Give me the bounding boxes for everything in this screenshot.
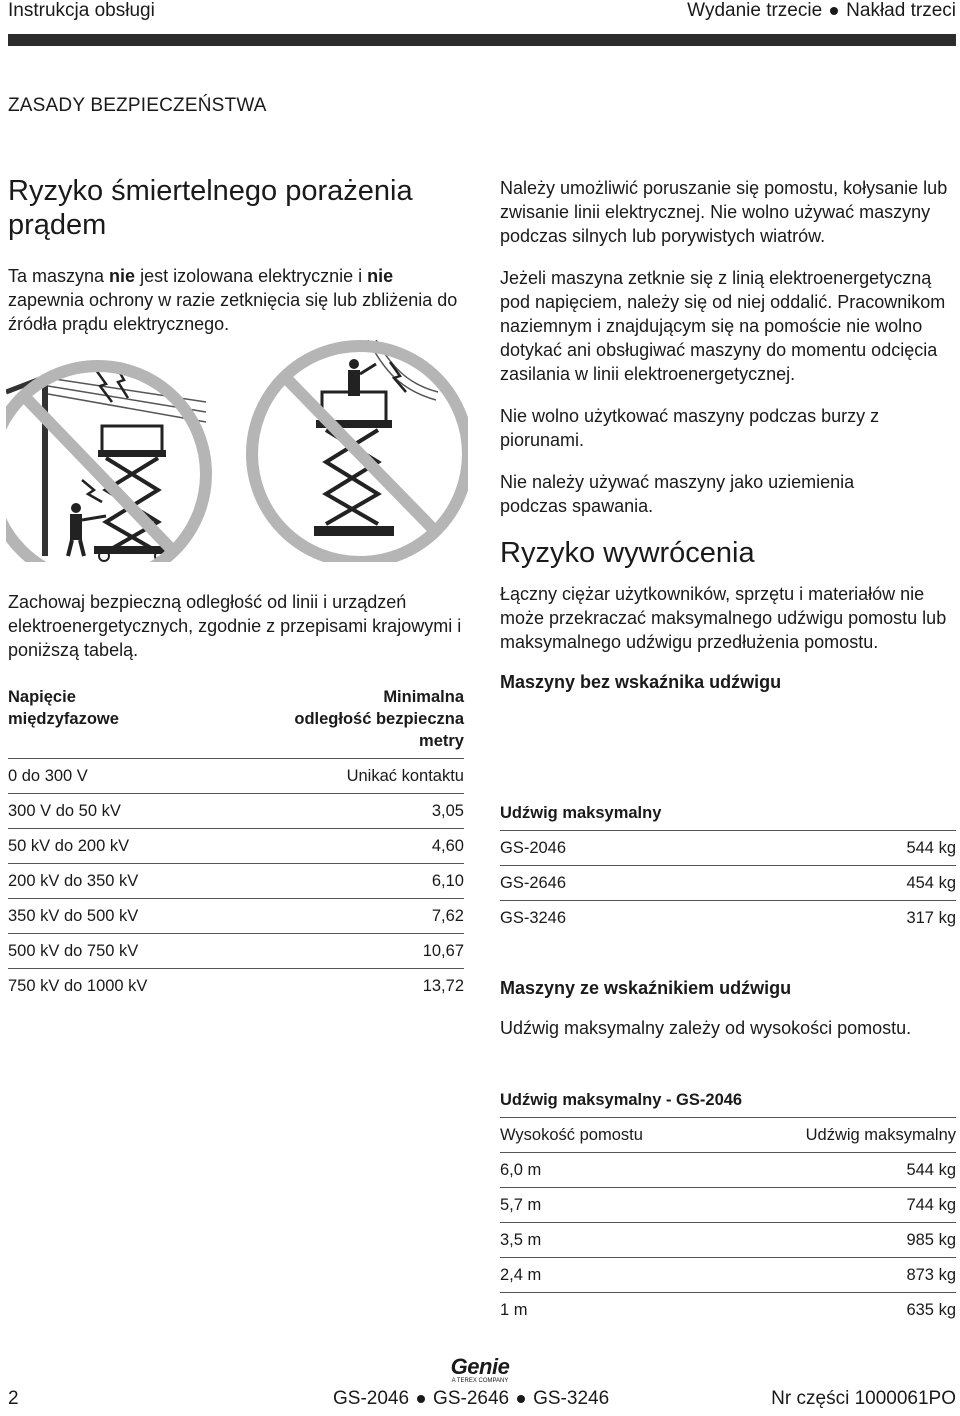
indicator-table [500,1083,956,1327]
indicator-table-title: Udźwig maksymalny - GS-2046 [500,1090,743,1109]
electrocution-section [8,174,468,336]
voltage-distance-table [8,686,464,1003]
right-column [500,176,952,694]
no-indicator-table [500,796,956,935]
model-cell: GS-2646 [500,866,761,901]
header-bar [8,34,956,46]
voltage-cell: 350 kV do 500 kV [8,899,214,934]
logo-text: Genie [450,1354,510,1379]
section-title: ZASADY BEZPIECZEŃSTWA [8,95,267,116]
table-row [8,969,464,1004]
table-header-distance [214,686,464,759]
table-header-row [8,686,464,759]
welding-text: Nie należy używać maszyny jako uziemienia podczas spawania. [500,472,855,516]
table-row [8,864,464,899]
capacity-cell: 544 kg [761,831,957,866]
table-row [8,934,464,969]
table-row [500,901,956,936]
distance-cell: 7,62 [214,899,464,934]
logo-subtitle: A TEREX COMPANY [451,1378,509,1384]
electrocution-title-line2: prądem [8,209,107,241]
distance-cell: 4,60 [214,829,464,864]
footer-model: GS-3246 [533,1388,610,1409]
table-row [8,899,464,934]
contact-text: Jeżeli maszyna zetknie się z linią elektroenergetyczną pod napięciem, należy się od niej oddalić. Pracownikom naziemnym i znajdującym się na pomoście nie wolno dotykać ani obsługiwać maszyny do momentu odcięcia zasilania w linii elektroenergetycznej. [500,268,946,384]
table-row [500,1153,956,1188]
footer-model: GS-2046 [333,1388,410,1409]
genie-logo [444,1356,516,1385]
footer-model: GS-2646 [433,1388,510,1409]
capacity-cell: 744 kg [722,1188,956,1223]
header-left: Instrukcja obsługi [8,0,155,21]
voltage-cell: 750 kV do 1000 kV [8,969,214,1004]
table-row [500,1188,956,1223]
capacity-cell: 873 kg [722,1258,956,1293]
capacity-cell: 454 kg [761,866,957,901]
part-number: Nr części 1000061PO [771,1388,956,1409]
intro-emph-1: nie [109,266,136,286]
capacity-cell: 635 kg [722,1293,956,1328]
no-indicator-header: Udźwig maksymalny [500,803,662,822]
electrocution-title [8,174,468,242]
no-indicator-title: Maszyny bez wskaźnika udźwigu [500,672,782,692]
electrocution-title-line1: Ryzyko śmiertelnego porażenia [8,175,413,207]
table-row [8,829,464,864]
distance-cell: 13,72 [214,969,464,1004]
storm-text: Nie wolno użytkować maszyny podczas burzy z piorunami. [500,406,880,450]
distance-cell: Unikać kontaktu [214,759,464,794]
capacity-column-header: Udźwig maksymalny [722,1118,956,1153]
header-edition: Wydanie trzecie [687,0,823,21]
table-row [8,759,464,794]
tip-over-title: Ryzyko wywrócenia [500,537,755,569]
capacity-cell: 985 kg [722,1223,956,1258]
electrocution-illustration [6,340,468,562]
height-cell: 1 m [500,1293,722,1328]
table-row [500,1223,956,1258]
table-header-row [500,796,956,831]
illustration-panel-platform-worker [252,340,468,562]
table-header-row [500,1083,956,1118]
distance-cell: 10,67 [214,934,464,969]
voltage-cell: 500 kV do 750 kV [8,934,214,969]
header-printing: Nakład trzeci [846,0,956,21]
indicator-title: Maszyny ze wskaźnikiem udźwigu [500,978,792,998]
voltage-cell: 200 kV do 350 kV [8,864,214,899]
intro-emph-2: nie [367,266,394,286]
wind-text: Należy umożliwić poruszanie się pomostu, kołysanie lub zwisanie linii elektrycznej. Nie wolno używać maszyny podczas silnych lub porywistych wiatrów. [500,178,948,246]
page-number: 2 [8,1388,19,1409]
header-distance-line3: metry [419,732,464,750]
indicator-text: Udźwig maksymalny zależy od wysokości pomostu. [500,1018,912,1038]
height-cell: 2,4 m [500,1258,722,1293]
height-cell: 3,5 m [500,1223,722,1258]
keep-distance-text: Zachowaj bezpieczną odległość od linii i urządzeń elektroenergetycznych, zgodnie z przepisami krajowymi i poniższą tabelą. [8,592,462,660]
height-column-header: Wysokość pomostu [500,1118,722,1153]
footer-models [333,1388,609,1410]
voltage-cell: 50 kV do 200 kV [8,829,214,864]
table-header-voltage [8,686,214,759]
header-distance-line2: odległość bezpieczna [294,710,464,728]
header-distance-line1: Minimalna [383,688,464,706]
voltage-cell: 300 V do 50 kV [8,794,214,829]
header-right [687,0,956,22]
table-header-row [500,1118,956,1153]
table-row [500,1293,956,1328]
model-cell: GS-3246 [500,901,761,936]
voltage-cell: 0 do 300 V [8,759,214,794]
height-cell: 6,0 m [500,1153,722,1188]
table-row [8,794,464,829]
intro-text-1: Ta maszyna [8,266,110,286]
height-cell: 5,7 m [500,1188,722,1223]
table-row [500,866,956,901]
header-voltage-line1: Napięcie [8,688,76,706]
table-row [500,1258,956,1293]
distance-cell: 3,05 [214,794,464,829]
model-cell: GS-2046 [500,831,761,866]
electrocution-intro [8,264,458,336]
bullet-icon [517,1395,525,1403]
bullet-icon [830,7,838,15]
distance-cell: 6,10 [214,864,464,899]
intro-text-2: jest izolowana elektrycznie i [135,266,368,286]
illustration-panel-ground-worker [6,366,206,562]
capacity-cell: 544 kg [722,1153,956,1188]
header-voltage-line2: międzyfazowe [8,710,119,728]
table-row [500,831,956,866]
capacity-cell: 317 kg [761,901,957,936]
bullet-icon [417,1395,425,1403]
tip-over-text: Łączny ciężar użytkowników, sprzętu i materiałów nie może przekraczać maksymalnego udźwigu pomostu lub maksymalnego udźwigu przedłużenia pomostu. [500,584,947,652]
intro-text-3: zapewnia ochrony w razie zetknięcia się lub zbliżenia do źródła prądu elektrycznego. [8,290,458,334]
